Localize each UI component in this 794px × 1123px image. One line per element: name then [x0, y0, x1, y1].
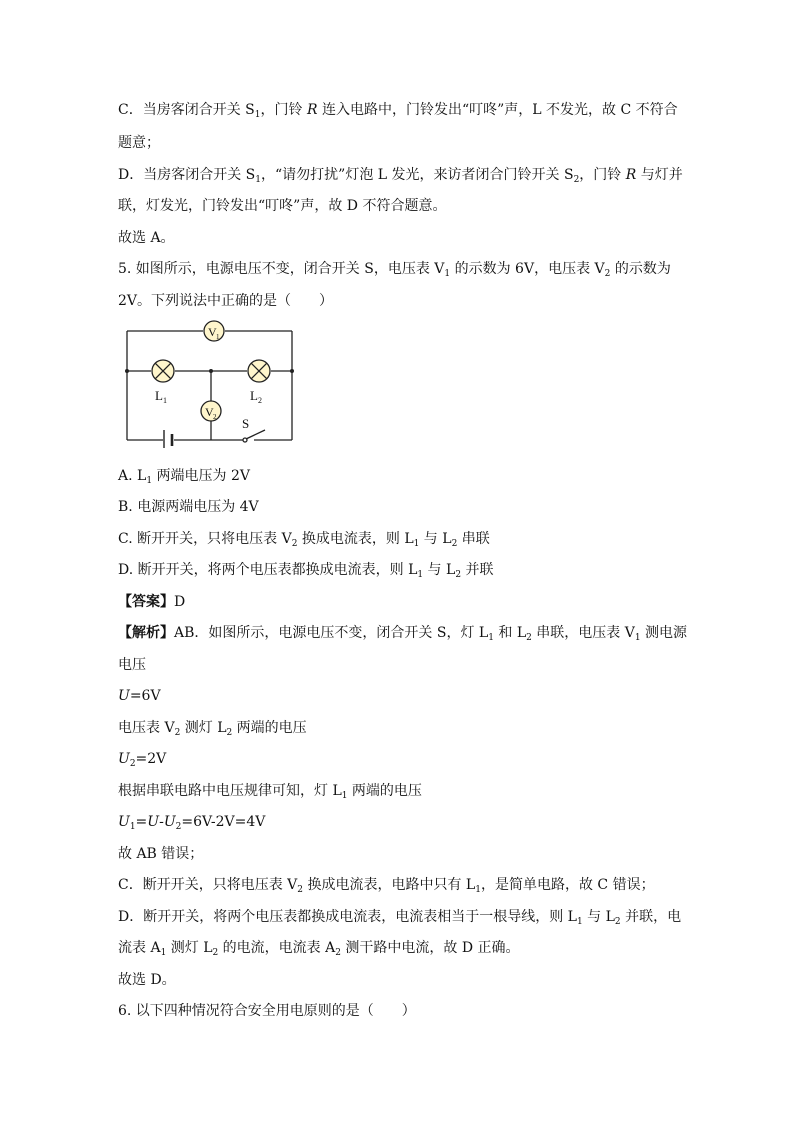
lamp-l2-label: L [250, 388, 258, 403]
ab-wrong-line: 故 AB 错误； [118, 846, 204, 862]
lamp-l1-subscript: 1 [163, 396, 167, 405]
question-5-stem-cont: 2V。下列说法中正确的是（ ） [118, 293, 334, 309]
analysis-line-5: C．断开开关，只将电压表 $V_2$ 换成电流表，电路中只有 $L_1$，是简单电路，故 C 错误； [118, 877, 655, 895]
analysis-line-2: 电压 [118, 657, 146, 673]
line-option-c-explanation: C．当房客闭合开关 $S_1$，门铃 R 连入电路中，门铃发出“叮咚”声，L 不发光，故 C 不符合 [118, 102, 678, 120]
analysis-line-6: D．断开开关，将两个电压表都换成电流表，电流表相当于一根导线，则 $L_1$ 与 $L_2$ 并联，电 [118, 909, 682, 927]
lamp-l1-icon [152, 360, 174, 382]
equation-3: $U_1=U-U_2=6V-2V=4V$ [118, 814, 266, 832]
option-a: A. $L_1$ 两端电压为 2V [118, 468, 250, 486]
option-c: C. 断开开关，只将电压表 $V_2$ 换成电流表，则 $L_1$ 与 $L_2$ 串联 [118, 531, 490, 549]
answer-line: 【答案】D [118, 594, 186, 610]
lamp-l2-icon [248, 360, 270, 382]
voltmeter-v2 [201, 401, 221, 421]
line-choose-a: 故选 A。 [118, 230, 175, 246]
svg-text:V: V [205, 405, 214, 419]
circuit-diagram [118, 316, 298, 448]
lamp-l1-label: L [155, 388, 163, 403]
svg-text:2: 2 [213, 413, 217, 421]
svg-text:V: V [208, 325, 217, 339]
switch-label: S [242, 416, 250, 431]
svg-text:1: 1 [216, 333, 220, 341]
battery-symbol [164, 430, 172, 448]
line-choose-d: 故选 D。 [118, 972, 176, 988]
line-option-d-explanation: D．当房客闭合开关 $S_1$，“请勿打扰”灯泡 L 发光，来访者闭合门铃开关 $S_2$，门铃 R 与灯并 [118, 167, 683, 185]
analysis-line-4: 根据串联电路中电压规律可知，灯 $L_1$ 两端的电压 [118, 783, 422, 801]
analysis-line-3: 电压表 $V_2$ 测灯 $L_2$ 两端的电压 [118, 720, 307, 738]
lamp-l2-subscript: 2 [258, 396, 262, 405]
analysis-line-7: 流表 $A_1$ 测灯 $L_2$ 的电流，电流表 $A_2$ 测干路中电流，故 D 正确。 [118, 940, 520, 958]
equation-2: $U_2=2V$ [118, 751, 167, 769]
line-option-d-explanation-cont: 联，灯发光，门铃发出“叮咚”声，故 D 不符合题意。 [118, 198, 447, 214]
option-b: B. 电源两端电压为 4V [118, 499, 259, 515]
line-option-c-explanation-cont: 题意； [118, 135, 160, 151]
voltmeter-v1 [204, 321, 224, 341]
question-5-stem: 5. 如图所示，电源电压不变，闭合开关 S，电压表 $V_1$ 的示数为 6V，电压表 $V_2$ 的示数为 [118, 261, 671, 279]
equation-1: U=6V [118, 688, 161, 704]
option-d: D. 断开开关，将两个电压表都换成电流表，则 $L_1$ 与 $L_2$ 并联 [118, 562, 494, 580]
question-6-stem: 6. 以下四种情况符合安全用电原则的是（ ） [118, 1003, 416, 1019]
analysis-line-1: 【解析】AB．如图所示，电源电压不变，闭合开关 S，灯 $L_1$ 和 $L_2$ 串联，电压表 $V_1$ 测电源 [118, 625, 688, 643]
